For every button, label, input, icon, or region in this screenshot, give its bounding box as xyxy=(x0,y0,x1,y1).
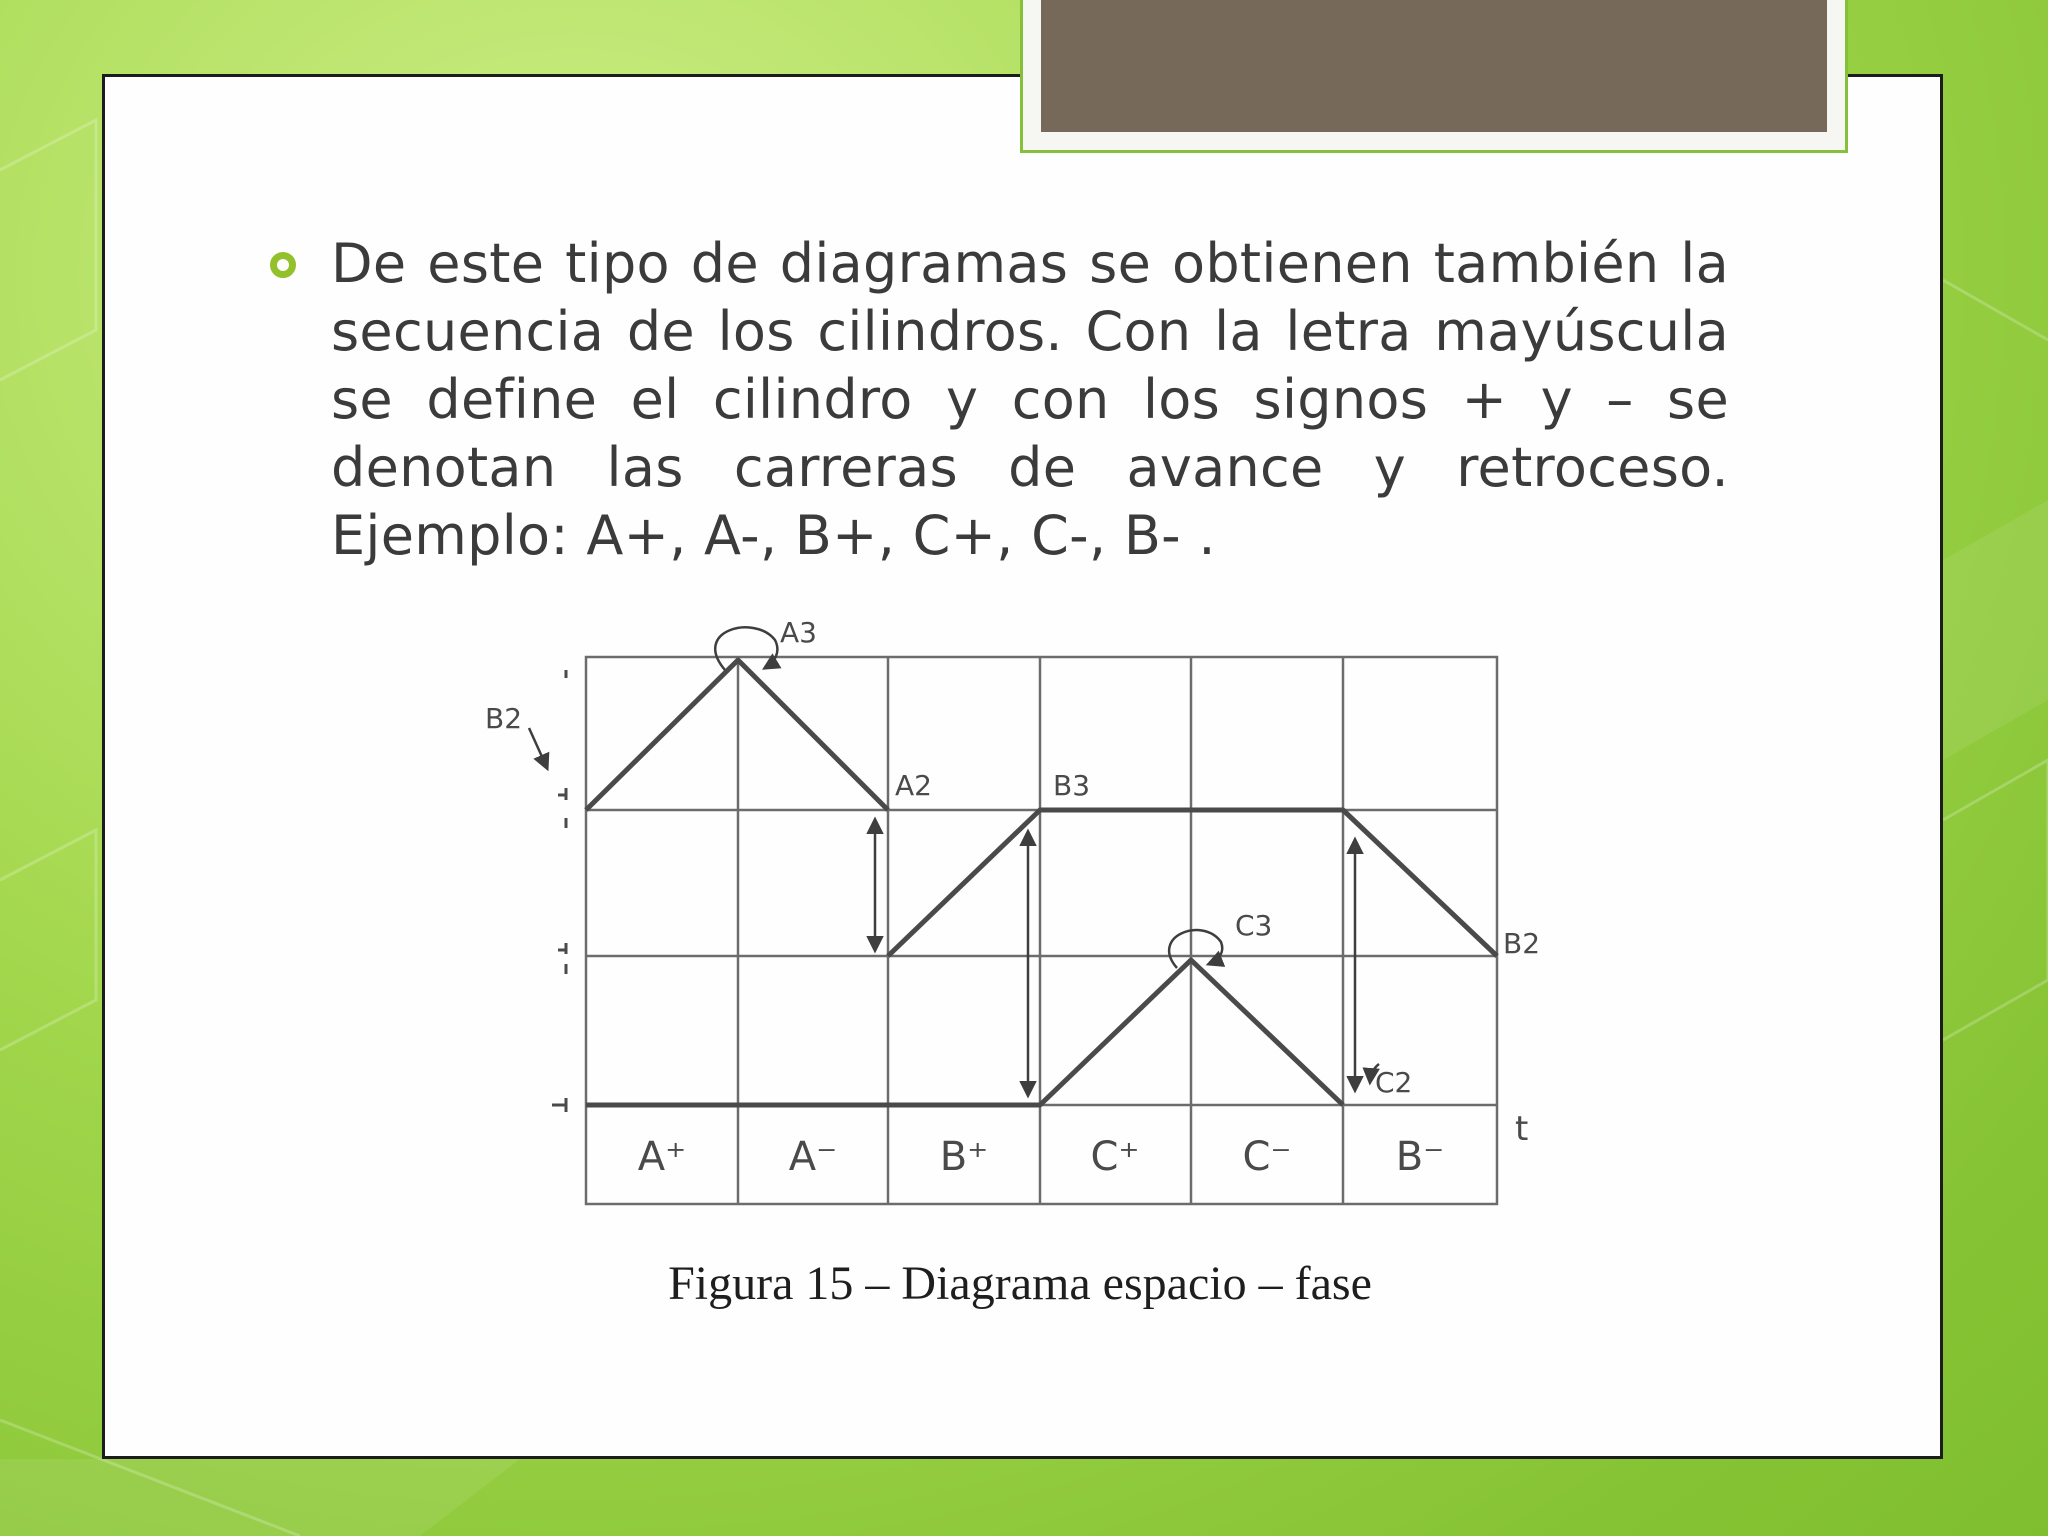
signal-arrows xyxy=(529,627,1379,1095)
title-box xyxy=(1041,0,1827,132)
phase-label: C⁻ xyxy=(1242,1134,1292,1180)
cylinder-motion-lines xyxy=(586,660,1497,1105)
phase-label: B⁺ xyxy=(939,1134,989,1180)
label-b3: B3 xyxy=(1053,769,1091,802)
figure-caption: Figura 15 – Diagrama espacio – fase xyxy=(668,1257,1372,1310)
hollow-circle-bullet-icon xyxy=(270,252,296,278)
label-c2: C2 xyxy=(1375,1066,1413,1099)
label-b2-left: B2 xyxy=(485,702,523,735)
label-a3: A3 xyxy=(780,616,817,649)
phase-label: C⁺ xyxy=(1090,1134,1140,1180)
space-phase-diagram xyxy=(455,600,1585,1340)
body-paragraph: De este tipo de diagramas se obtienen también la secuencia de los cilindros. Con la letra mayúscula se define el cilindro y con los signos + y – se denotan las carreras de avance y retroceso. Ejemplo: A+, A-, B+, C+, C-, B- . xyxy=(331,232,1729,567)
label-a2: A2 xyxy=(895,769,932,802)
phase-label: A⁺ xyxy=(637,1134,687,1180)
title-placeholder xyxy=(1020,0,1848,153)
label-c3: C3 xyxy=(1235,909,1273,942)
cylinder-c-line xyxy=(586,960,1343,1105)
phase-label: B⁻ xyxy=(1395,1134,1445,1180)
phase-label: A⁻ xyxy=(788,1134,838,1180)
label-t-axis: t xyxy=(1515,1109,1529,1149)
y-axis-ticks xyxy=(552,670,566,1112)
label-b2-right: B2 xyxy=(1503,927,1541,960)
cylinder-b-line xyxy=(888,810,1497,956)
diagram-grid xyxy=(586,657,1497,1204)
diagram-figure xyxy=(455,600,1585,1340)
